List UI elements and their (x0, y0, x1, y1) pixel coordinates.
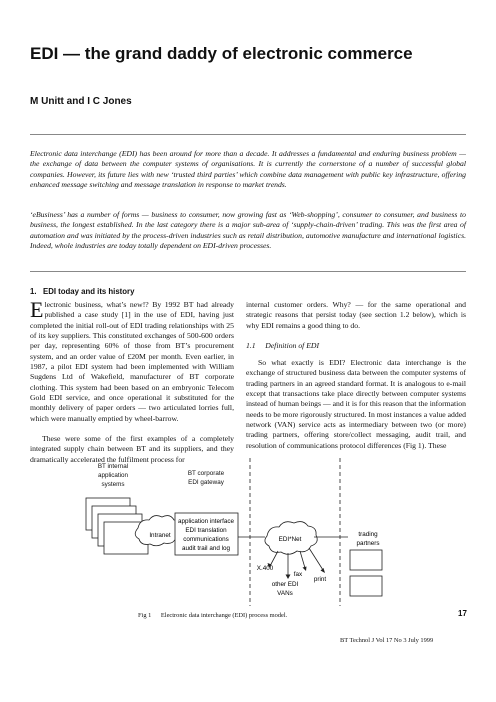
body-paragraph-2: These were some of the first examples of a completely integrated supply chain between BT and its suppliers, and they dramatically accelerated the fulfilment process for (30, 434, 234, 464)
drop-cap: E (30, 297, 44, 322)
edinet-label: EDI*Net (278, 536, 302, 543)
label-internal-2: application (97, 472, 129, 479)
trading-partner-box-1 (350, 550, 382, 570)
body-paragraph-4: So what exactly is EDI? Electronic data interchange is the exchange of structured business data between the computer systems of trading partners in an agreed standard format. It is analogous to e-mail except that transactions take place directly between computer systems instead of human beings — and it is for this reason that the information needs to be more rigorously structured. In most instances a value added network (VAN) service acts as intermediary between two (or more) trading partners, offering store/collect messaging, audit trail, and resolution of communications protocol differences (Fig 1). These (246, 358, 466, 450)
label-internal-3: systems (101, 481, 125, 488)
body-paragraph-1 (30, 297, 234, 424)
body-paragraph-1-text: lectronic business, what’s new!? By 1992 BT had already published a case study [1] in the use of EDI, having just completed the initial roll-out of EDI trading relationships with 25 of its key suppliers. This constituted exchanges of 500-600 orders per day, representing 60% of those from BT’s procurement system, and an order value of £20M per month. Even earlier, in 1987, a pilot EDI system had been implemented with William Sugdens Ltd of Wakefield, manufacturer of BT corporate clothing. This system had been based on an embryonic Telecom Gold EDI service, and once operational it substituted for the monthly delivery of paper orders — two articulated lorries full, which were manually emptied by wheel-barrow. (30, 300, 234, 423)
right-column (246, 300, 466, 451)
divider-top (30, 134, 466, 135)
authors: M Unitt and I C Jones (30, 96, 132, 107)
gateway-line-4: audit trail and log (182, 545, 230, 552)
label-gateway-2: EDI gateway (188, 479, 224, 486)
divider-bottom (30, 271, 466, 272)
label-internal-1: BT internal (97, 463, 129, 470)
fax-label: fax (293, 571, 303, 578)
edi-process-figure (80, 458, 410, 606)
gateway-line-1: application interface (177, 518, 235, 525)
other-vans-label-2: VANs (277, 590, 293, 597)
section-heading: 1. EDI today and its history (30, 287, 135, 296)
other-vans-label-1: other EDI (271, 581, 299, 588)
body-paragraph-3: internal customer orders. Why? — for the same operational and strategic reasons that persist today (see section 1.2 below), which is why EDI remains a good thing to do. (246, 300, 466, 330)
trading-partners-label-1: trading (358, 531, 378, 538)
subsection-heading: 1.1 Definition of EDI (246, 341, 320, 351)
print-label: print (313, 576, 327, 583)
trading-partners-label-2: partners (356, 540, 380, 547)
abstract-paragraph-2: ‘eBusiness’ has a number of forms — business to consumer, now growing fast as ‘Web-shopping’, consumer to consumer, and business to business, the longest established. In the last category there is a major sub-area of ‘supply-chain-driven’ trading. This was the first area of automation and was initiated by the process-driven industries such as retail distribution, automotive manufacture and international logistics. Indeed, whole industries are today totally dependent on EDI-driven processes. (30, 210, 466, 251)
journal-footer: BT Technol J Vol 17 No 3 July 1999 (340, 637, 434, 644)
label-gateway-1: BT corporate (187, 470, 225, 477)
arrow-other-vans (286, 575, 291, 580)
gateway-line-3: communications (183, 536, 229, 543)
page-number: 17 (458, 609, 467, 618)
intranet-label: Intranet (149, 532, 171, 539)
figure-caption: Fig 1 Electronic data interchange (EDI) process model. (138, 612, 288, 619)
arrow-fax (303, 567, 307, 572)
arrow-print (321, 568, 326, 573)
gateway-line-2: EDI translation (185, 527, 227, 534)
abstract-paragraph-1: Electronic data interchange (EDI) has been around for more than a decade. It addresses a fundamental and enduring business problem — the exchange of data between the computer systems of organisations. It is currently the cornerstone of a number of successful global companies. However, its future lies with new ‘trusted third parties’ which combine data management with public key infrastructure, offering enhanced message switching and message translation in response to market trends. (30, 149, 466, 190)
paper-title: EDI — the grand daddy of electronic commerce (30, 44, 413, 63)
x400-label: X.400 (256, 565, 274, 572)
trading-partner-box-2 (350, 576, 382, 596)
left-column (30, 297, 234, 465)
